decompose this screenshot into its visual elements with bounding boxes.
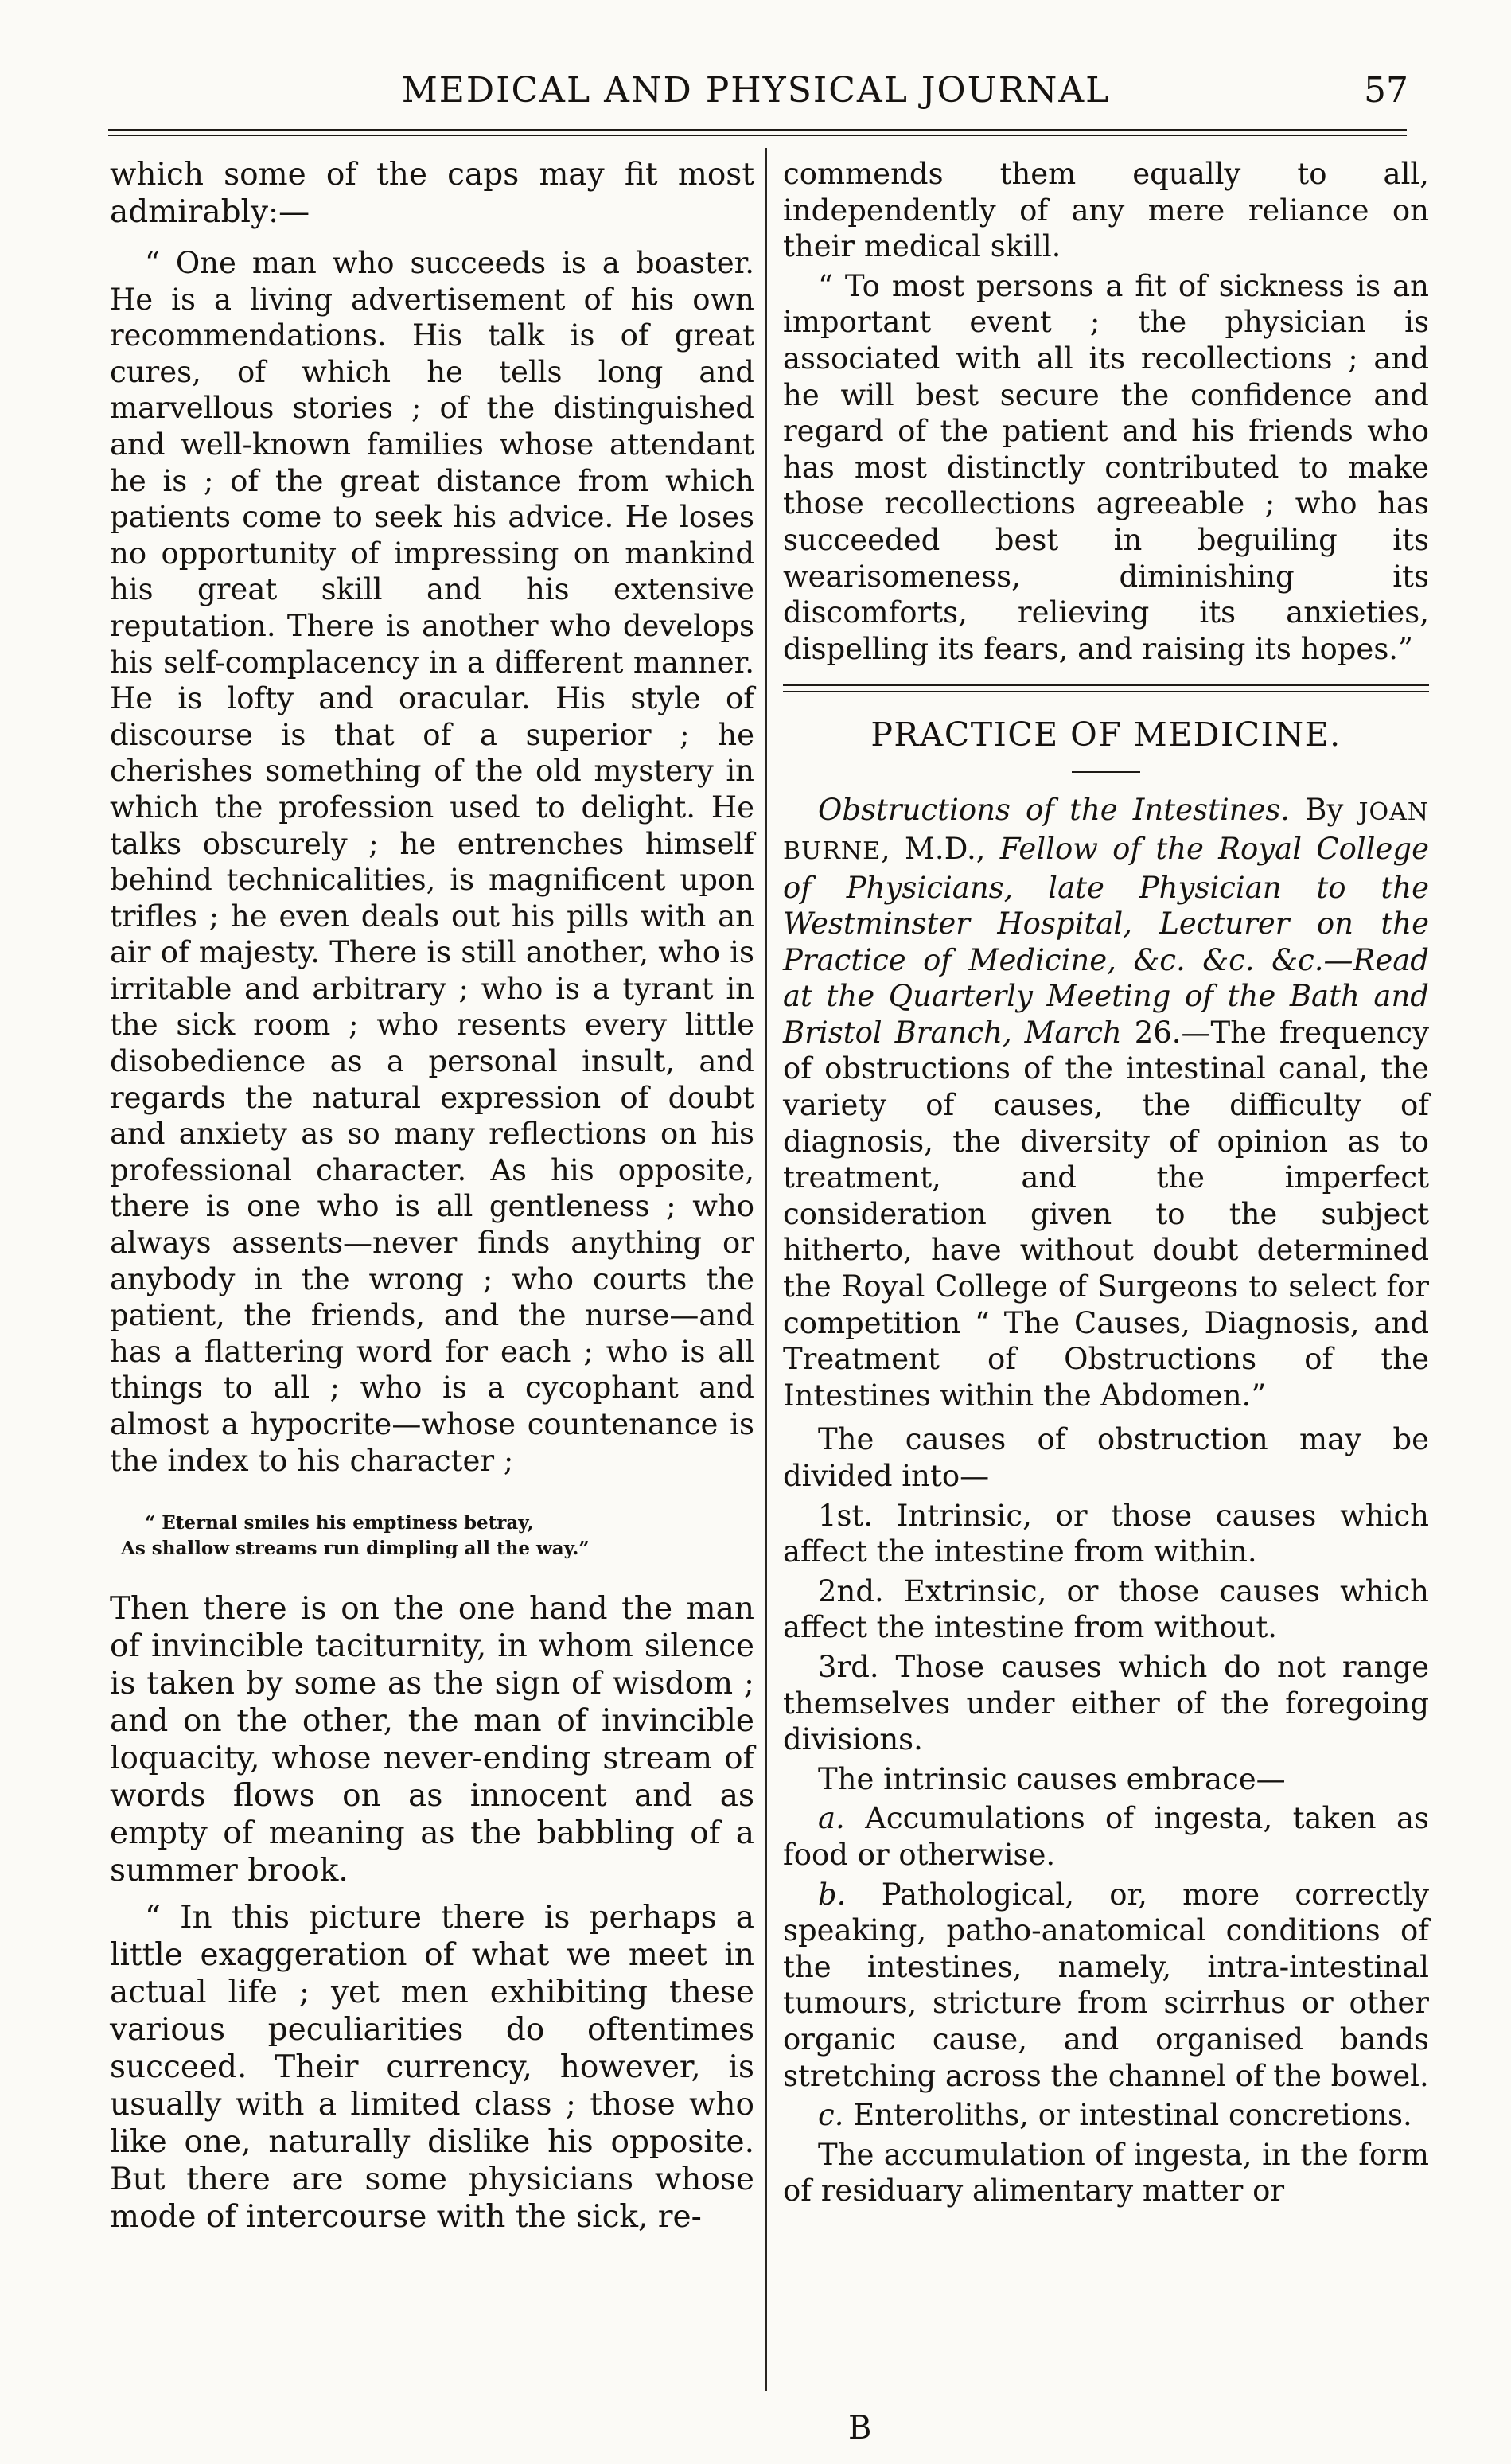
article-intro: 26.—The frequency of obstructions of the intestinal canal, the variety of causes, the difficulty of diagnosis, the diversity of opinion as to treatment, and the imperfect consideration given to the subject hitherto, have without doubt determined the Royal College of Surgeons to select for competition “ The Causes, Diagnosis, and Treatment of Obstructions of the Intestines within the Abdomen.” bbox=[783, 1015, 1429, 1413]
paragraph: commends them equally to all, independently of any mere reliance on their medical skill. bbox=[783, 157, 1429, 264]
list-item bbox=[783, 2097, 1429, 2134]
article-title: Obstructions of the Intestines. bbox=[818, 793, 1291, 828]
item-text: Accumulations of ingesta, taken as food or otherwise. bbox=[783, 1801, 1429, 1872]
paragraph: The intrinsic causes embrace— bbox=[818, 1761, 1286, 1796]
item-text: Enteroliths, or intestinal concretions. bbox=[853, 2098, 1412, 2133]
section-title: PRACTICE OF MEDICINE. bbox=[870, 715, 1342, 754]
list-item bbox=[783, 1877, 1429, 2095]
short-rule bbox=[1072, 771, 1140, 773]
column-divider bbox=[765, 148, 767, 2391]
item-label: c. bbox=[818, 2098, 844, 2133]
signature-mark: B bbox=[848, 2410, 872, 2446]
paragraph: “ In this picture there is perhaps a little exaggeration of what we meet in actual life ; yet men exhibiting these various peculiarities do oftentimes succeed. Their currency, however, is usually with a limited class ; those who like one, naturally dislike his opposite. But there are some physicians whose mode of intercourse with the sick, re- bbox=[110, 1900, 754, 2236]
section-rule-thin bbox=[783, 691, 1429, 692]
running-header bbox=[103, 67, 1408, 123]
list-item: 3rd. Those causes which do not range themselves under either of the foregoing divisions. bbox=[783, 1649, 1429, 1757]
left-column bbox=[110, 156, 754, 2236]
poem-quote bbox=[110, 1511, 754, 1561]
header-rule bbox=[108, 129, 1407, 131]
item-label: b. bbox=[818, 1877, 847, 1912]
section-rule bbox=[783, 684, 1429, 686]
author-name: JOAN BURNE bbox=[783, 798, 1430, 865]
author-degree: , M.D., bbox=[881, 831, 986, 866]
header-rule-thin bbox=[108, 135, 1407, 136]
paragraph: The causes of obstruction may be divided into— bbox=[783, 1422, 1429, 1493]
item-label: a. bbox=[818, 1801, 845, 1836]
paragraph: Then there is on the one hand the man of invincible taciturnity, in whom silence is taken by some as the sign of wisdom ; and on the other, the man of invincible loquacity, whose never-ending stream of words flows on as innocent and as empty of meaning as the babbling of a summer brook. bbox=[110, 1591, 754, 1889]
quote-paragraph: “ To most persons a fit of sickness is an important event ; the physician is associated with all its recollections ; and he will best secure the confidence and regard of the patient and his friends who has most distinctly contributed to make those recollections agreeable ; who has succeeded best in beguiling its wearisomeness, diminishing its discomforts, relieving its anxieties, dispelling its fears, and raising its hopes.” bbox=[783, 268, 1429, 666]
item-text: Pathological, or, more correctly speaking, patho-anatomical conditions of the intestines, namely, intra-intestinal tumours, stricture from scirrhus or other organic cause, and organised bands stretching across the channel of the bowel. bbox=[783, 1877, 1429, 2093]
page-number: 57 bbox=[1364, 70, 1408, 111]
quote-paragraph: “ One man who succeeds is a boaster. He is a living advertisement of his own recommendations. His talk is of great cures, of which he tells long and marvellous stories ; of the distinguished and well-known families whose attendant he is ; of the great distance from which patients come to seek his advice. He loses no opportunity of impressing on mankind his great skill and his extensive reputation. There is another who develops his self-complacency in a different manner. He is lofty and oracular. His style of discourse is that of a superior ; he cherishes something of the old mystery in which the profession used to delight. He talks obscurely ; he entrenches himself behind technicalities, is magnificent upon trifles ; he even deals out his pills with an air of majesty. There is still another, who is irritable and arbitrary ; who is a tyrant in the sick room ; who resents every little disobedience as a personal insult, and regards the natural expression of doubt and anxiety as so many reflections on his professional character. As his opposite, there is one who is all gentleness ; who always assents—never finds anything or anybody in the wrong ; who courts the patient, the friends, and the nurse—and has a flattering word for each ; who is all things to all ; who is a cycophant and almost a hypocrite—whose countenance is the index to his character ; bbox=[110, 246, 754, 1478]
paragraph: The accumulation of ingesta, in the form of residuary alimentary matter or bbox=[783, 2137, 1429, 2209]
list-item: 1st. Intrinsic, or those causes which affect the intestine from within. bbox=[783, 1498, 1429, 1569]
right-column bbox=[783, 156, 1429, 2209]
poem-line: “ Eternal smiles his emptiness betray, bbox=[145, 1512, 534, 1534]
list-item bbox=[783, 1800, 1429, 1873]
article-heading bbox=[783, 792, 1429, 1413]
paragraph: which some of the caps may fit most admirably:— bbox=[110, 157, 754, 230]
byline-by: By bbox=[1305, 793, 1344, 828]
poem-line: As shallow streams run dimpling all the way.” bbox=[121, 1538, 590, 1560]
author-affiliation: Fellow of the Royal College of Physicians, late Physician to the Westminster Hospital, Lecturer on the Practice of Medicine, &c. &c. &c.—Read at the Quarterly Meeting of the Bath and Bristol Branch, March bbox=[783, 831, 1429, 1050]
journal-title: MEDICAL AND PHYSICAL JOURNAL bbox=[401, 70, 1111, 111]
list-item: 2nd. Extrinsic, or those causes which affect the intestine from without. bbox=[783, 1573, 1429, 1645]
